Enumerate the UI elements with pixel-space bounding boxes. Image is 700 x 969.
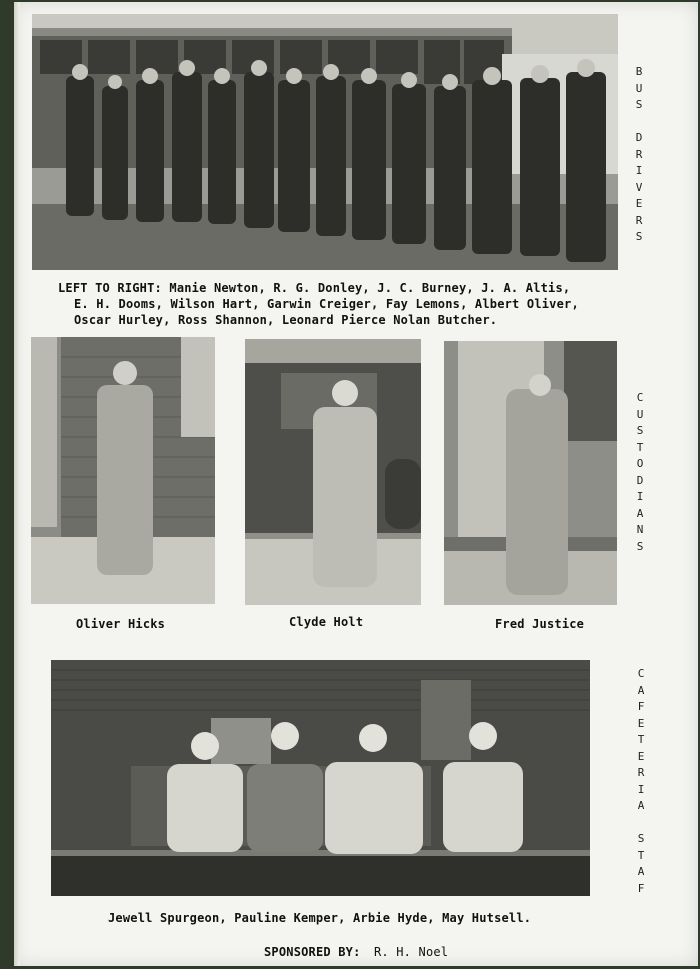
bus-drivers-caption-line2: E. H. Dooms, Wilson Hart, Garwin Creiger, Fay Lemons, Albert Oliver, — [74, 297, 579, 311]
cafeteria-label-letter: T — [637, 733, 645, 746]
sponsor-line — [264, 945, 448, 959]
custodian-photo-1 — [31, 337, 215, 604]
bus-drivers-label-letter: U — [635, 81, 643, 95]
bus-drivers-label-letter: E — [635, 197, 643, 210]
custodian-name-3: Fred Justice — [495, 617, 585, 631]
bus-drivers-photo — [32, 14, 618, 270]
bus-drivers-label-letter: V — [635, 180, 643, 194]
bus-drivers-label-letter — [632, 114, 646, 131]
custodians-label-letter: I — [636, 490, 644, 503]
custodians-label-letter: C — [636, 391, 644, 404]
sponsor-name: R. H. Noel — [373, 945, 449, 959]
page-binding — [14, 2, 20, 966]
bus-drivers-label-letter: S — [635, 230, 643, 243]
bus-drivers-label-letter: R — [635, 213, 643, 227]
caption-names: Manie Newton, R. G. Donley, J. C. Burney, J. A. Altis, — [169, 281, 571, 295]
custodians-label-letter: S — [636, 539, 644, 553]
custodians-label-letter: A — [636, 506, 644, 520]
bus-drivers-caption-line3: Oscar Hurley, Ross Shannon, Leonard Pierce Nolan Butcher. — [74, 313, 498, 327]
cafeteria-label-letter: F — [637, 881, 645, 895]
cafeteria-label-letter: C — [637, 667, 645, 680]
cafeteria-label-letter: E — [637, 716, 645, 730]
custodians-label-letter: S — [636, 424, 644, 437]
cafeteria-label-letter: A — [637, 865, 645, 878]
custodians-side-label — [633, 390, 647, 555]
bus-drivers-label-letter: I — [635, 164, 643, 177]
cafeteria-label-letter: E — [637, 749, 645, 763]
sponsor-prefix: SPONSORED BY: — [264, 945, 361, 959]
custodian-photo-3 — [444, 341, 617, 605]
cafeteria-label-letter: R — [637, 766, 645, 779]
custodians-label-letter: U — [636, 407, 644, 421]
cafeteria-staff-caption: Jewell Spurgeon, Pauline Kemper, Arbie Hyde, May Hutsell. — [108, 911, 532, 925]
caption-prefix: LEFT TO RIGHT: — [58, 281, 162, 295]
bus-drivers-label-letter: R — [635, 147, 643, 161]
cafeteria-label-letter: A — [637, 683, 645, 697]
custodians-label-letter: N — [636, 523, 644, 536]
bus-drivers-label-letter: D — [635, 131, 643, 144]
custodians-label-letter: O — [636, 457, 644, 470]
cafeteria-staff-photo — [51, 660, 590, 896]
custodian-name-2: Clyde Holt — [289, 615, 364, 629]
yearbook-page — [14, 2, 698, 966]
cafeteria-label-letter: F — [637, 700, 645, 713]
cafeteria-staff-side-label — [634, 666, 648, 897]
custodians-label-letter: T — [636, 440, 644, 454]
bus-drivers-label-letter: S — [635, 98, 643, 111]
cafeteria-label-letter: S — [637, 832, 645, 845]
bus-drivers-caption-line1 — [58, 281, 570, 295]
bus-drivers-label-letter: B — [635, 65, 643, 78]
custodians-label-letter: D — [636, 473, 644, 487]
bus-drivers-side-label — [632, 64, 646, 246]
cafeteria-label-letter: I — [637, 782, 645, 796]
cafeteria-label-letter: A — [637, 799, 645, 812]
custodian-name-1: Oliver Hicks — [76, 617, 166, 631]
cafeteria-label-letter: T — [637, 848, 645, 862]
cafeteria-label-letter — [634, 815, 648, 832]
custodian-photo-2 — [245, 339, 421, 605]
